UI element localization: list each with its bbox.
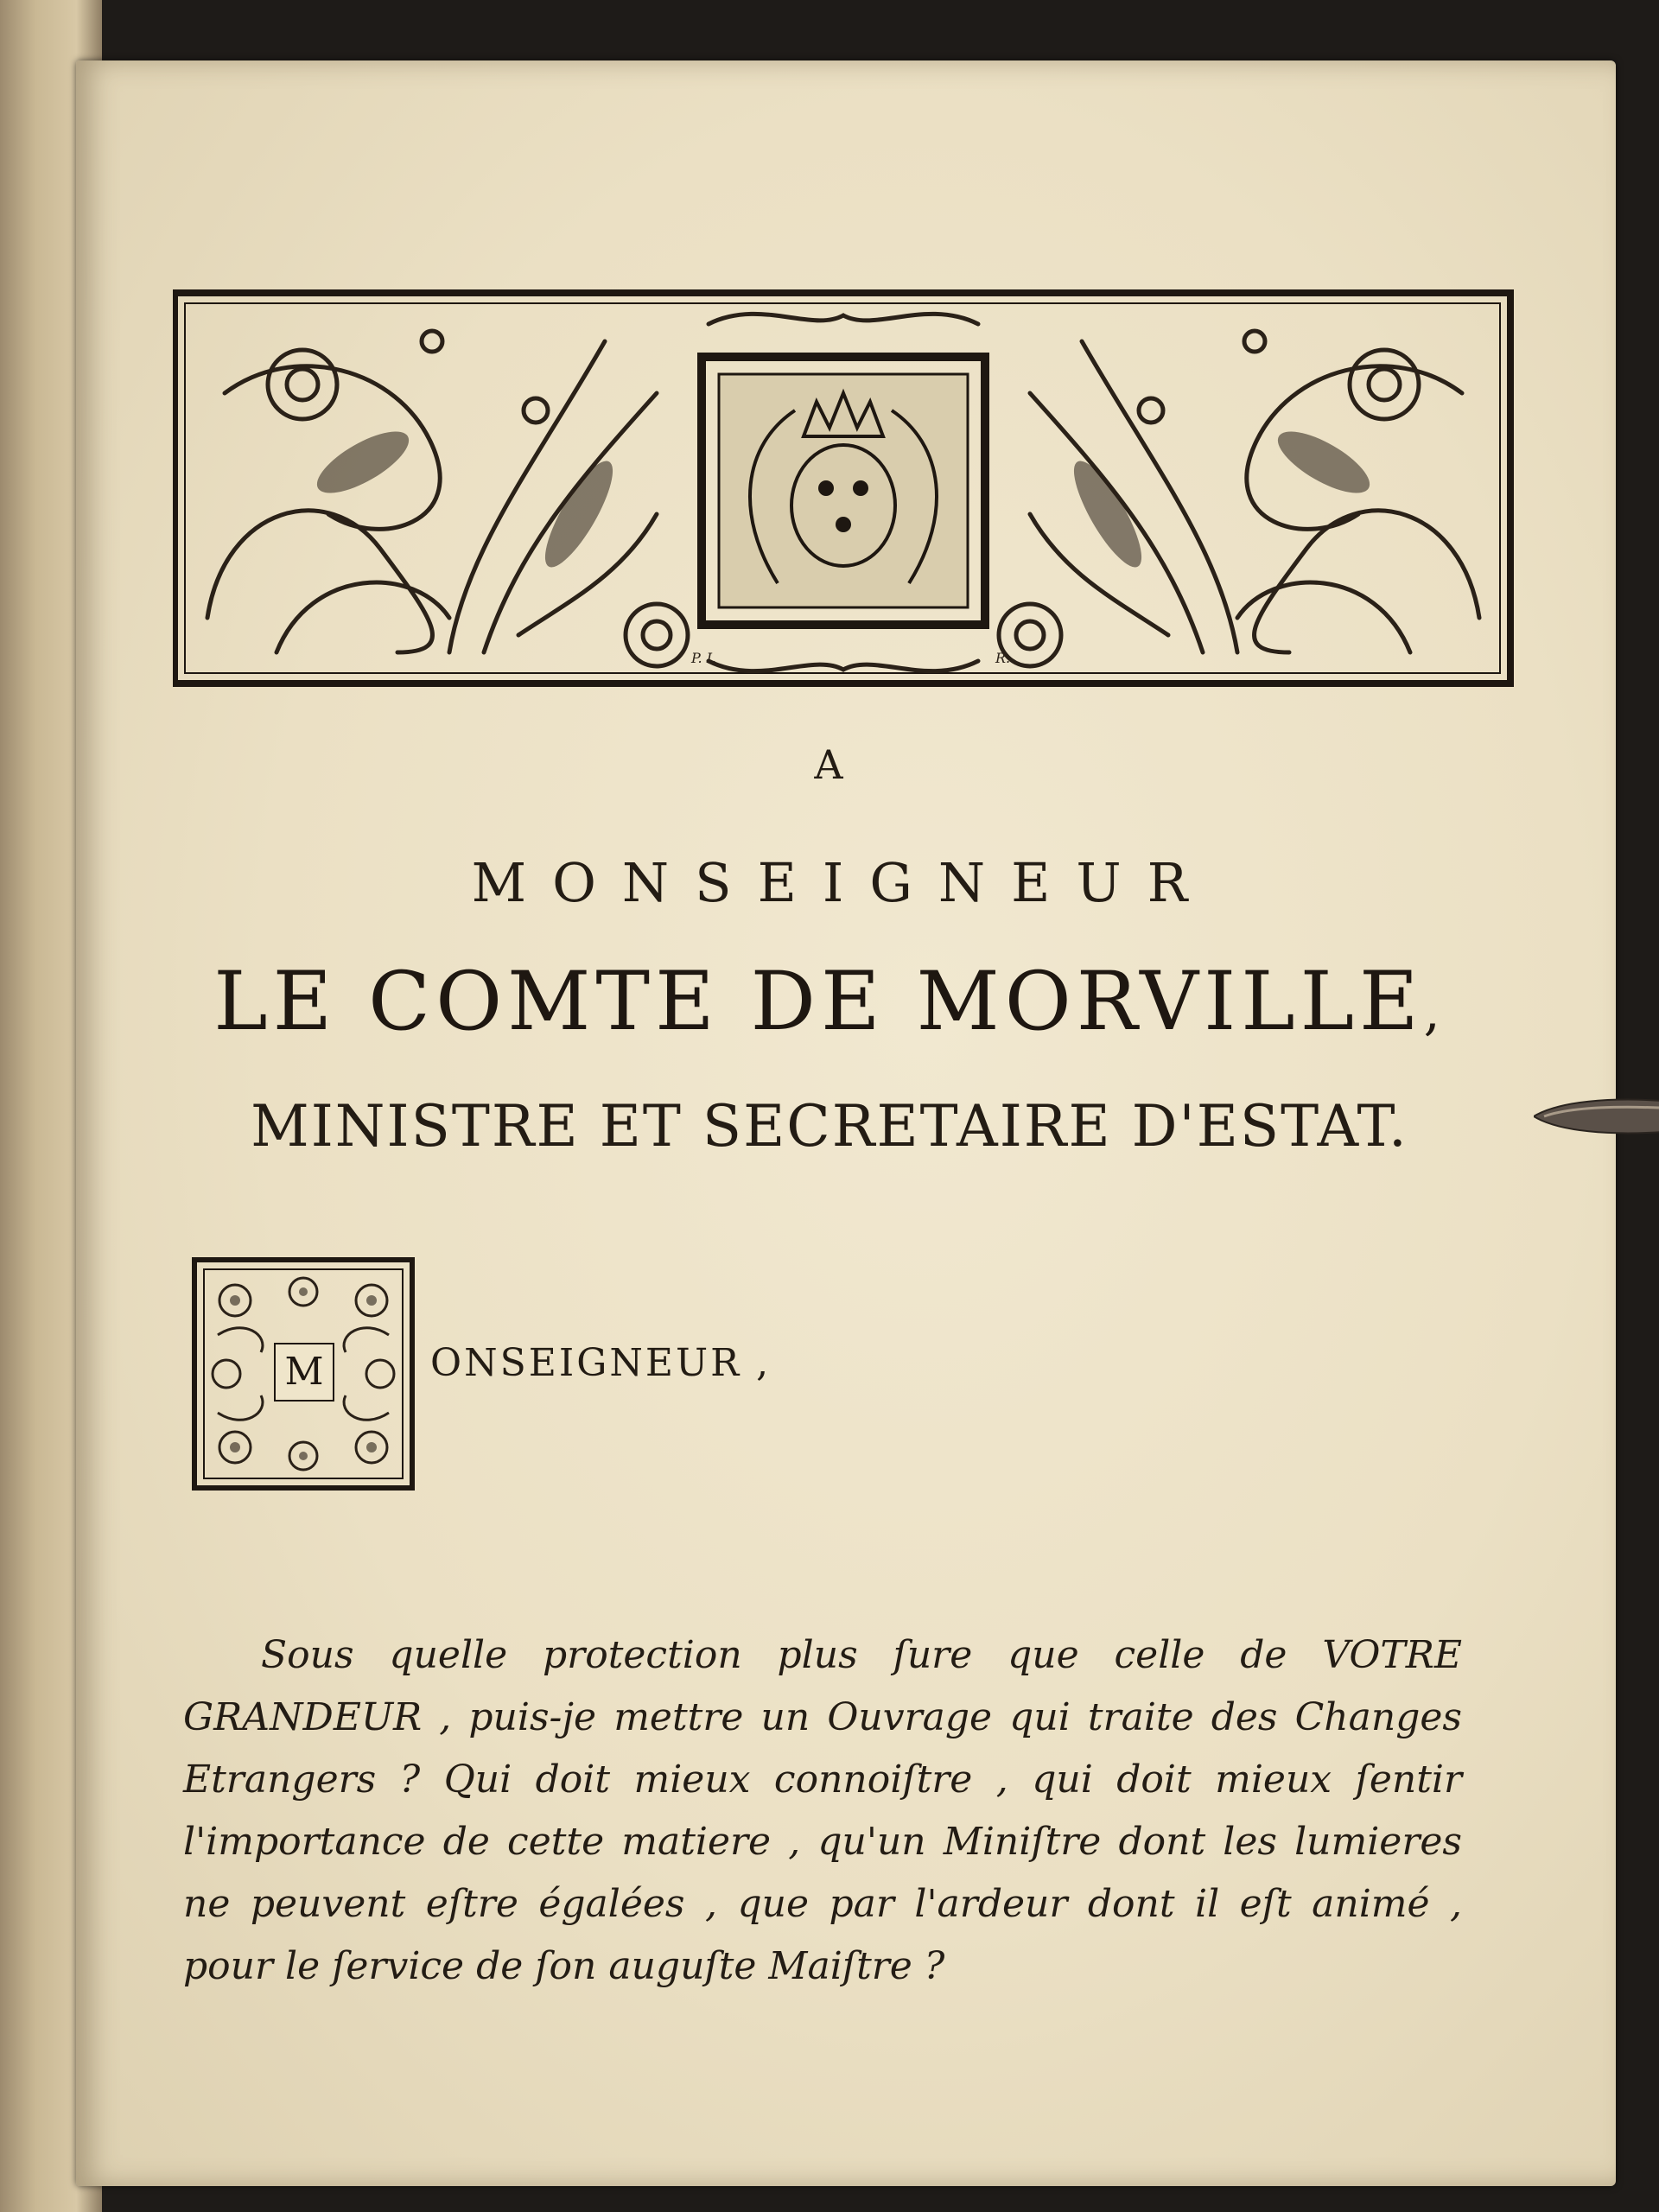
- plate-mark-left: P. I.: [691, 650, 717, 666]
- title-monseigneur: MONSEIGNEUR: [471, 851, 1214, 914]
- metal-bookmark-clip: [1534, 1096, 1659, 1137]
- body-paragraph: Sous quelle protection plus ſure que celle de VOTRE GRANDEUR , puis-je mettre un Ouvrage qui traite des Changes Etrangers ? Qui doit mieux connoiſtre , qui doit mieux ſentir l'importance de cette matiere , qu'un Miniſtre dont les lumieres ne peuvent eſtre égalées , que par l'ardeur dont il eſt animé , pour le ſervice de ſon auguſte Maiſtre ?: [183, 1633, 1462, 1988]
- plate-mark-right: R.: [995, 650, 1011, 666]
- title-comte-comma: ,: [1423, 982, 1446, 1042]
- salutation: ONSEIGNEUR ,: [430, 1341, 772, 1385]
- title-ministre: MINISTRE ET SECRETAIRE D'ESTAT.: [251, 1093, 1408, 1160]
- ornamental-headpiece: [173, 289, 1514, 687]
- dedication-line: A: [814, 741, 845, 788]
- drop-cap-letter: M: [284, 1350, 324, 1394]
- title-comte-name: LE COMTE DE MORVILLE: [213, 955, 1424, 1049]
- title-comte: [0, 955, 1659, 1049]
